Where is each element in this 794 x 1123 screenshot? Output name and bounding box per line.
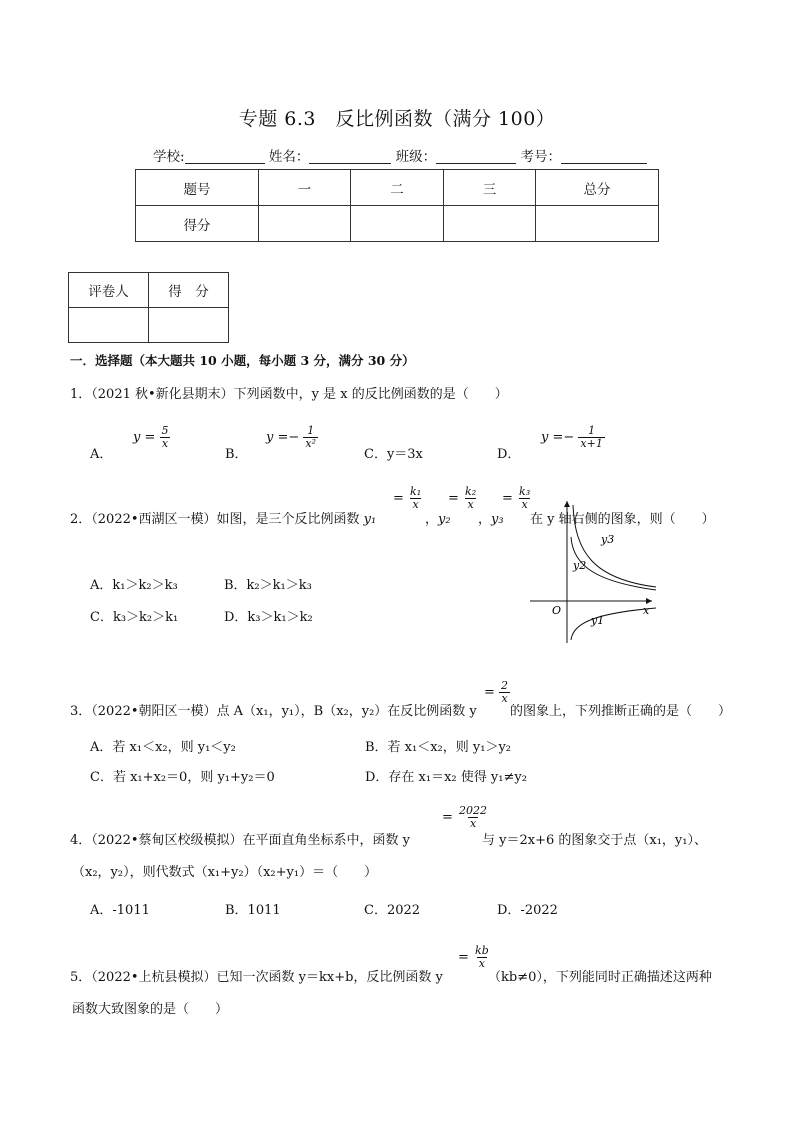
score-cell[interactable] [259,206,351,242]
q4-option-d: D．-2022 [497,903,558,918]
fraction: $\frac{2022}{x}$ [459,804,488,831]
q5-fraction: = $\frac{kb}{x}$ [458,944,489,971]
q2-k1-fraction: = $\frac{\text{k₁}}{x}$ [393,485,422,512]
school-label: 学校: [153,149,185,165]
name-blank [309,149,391,164]
score-cell[interactable] [536,206,659,242]
q2-k2-fraction: = $\frac{\text{k₂}}{x}$ [448,485,477,512]
grader-header-row [69,273,229,308]
q4-option-b: B．1011 [225,903,281,918]
question-4-stem: 4．（2022•蔡甸区校级模拟）在平面直角坐标系中，函数 y [70,833,410,848]
q2-k3-fraction: = $\frac{\text{k₃}}{x}$ [502,485,531,512]
curve-y3 [573,505,656,587]
q2-option-c: C．k₃＞k₂＞k₁ [90,610,179,625]
q2-y3: ，y₃ [478,512,504,527]
grader-score-label: 得 分 [149,273,229,308]
q2-stem-end: 在 y 轴右侧的图象，则（ ） [530,512,715,527]
student-info-line [153,145,647,165]
q1-option-b-label: B． [225,447,248,462]
q5-stem-end: 函数大致图象的是（ ） [72,1002,229,1017]
label-x: x [643,604,650,617]
q1-option-d-expr: y =− $\frac{1}{x+1}$ [541,424,603,451]
grader-label: 评卷人 [69,273,149,308]
q4-stem-end: （x₂，y₂），则代数式（x₁+y₂）（x₂+y₁）＝（ ） [72,865,378,880]
section-heading: 一．选择题（本大题共 10 小题，每小题 3 分，满分 30 分） [70,353,415,368]
question-3-stem: 3．（2022•朝阳区一模）点 A（x₁，y₁），B（x₂，y₂）在反比例函数 y [70,704,477,719]
q4-option-c: C．2022 [364,903,421,918]
label-y1: y1 [591,614,605,627]
q2-option-d: D．k₃＞k₁＞k₂ [224,610,313,625]
q4-option-a: A．-1011 [90,903,150,918]
label-y2: y2 [573,559,587,572]
question-2-stem: 2．（2022•西湖区一模）如图，是三个反比例函数 y₁ [70,512,377,527]
page-title: 专题 6.3 反比例函数（满分 100） [238,108,556,130]
score-row-label: 得分 [136,206,259,242]
q1-option-d-label: D． [497,447,521,462]
fraction: $\frac{\text{k₂}}{x}$ [465,485,477,512]
q3-option-d: D．存在 x₁＝x₂ 使得 y₁≠y₂ [365,770,527,785]
q5-stem-mid: （kb≠0），下列能同时正确描述这两种 [488,970,712,985]
class-label: 班级： [395,149,437,165]
score-table [135,169,659,242]
q3-option-c: C．若 x₁+x₂＝0，则 y₁+y₂＝0 [90,770,275,785]
exam-no-label: 考号： [520,149,561,165]
label-origin: O [552,604,562,617]
score-header-cell: 一 [259,170,351,206]
fraction: $\frac{kb}{x}$ [475,944,489,971]
q3-option-a: A．若 x₁＜x₂，则 y₁＜y₂ [90,740,236,755]
fraction: $\frac{1}{x+1}$ [580,424,603,451]
score-cell[interactable] [444,206,536,242]
score-header-cell: 二 [351,170,444,206]
exam-no-blank [561,149,647,164]
q4-stem-mid: 与 y＝2x+6 的图象交于点（x₁，y₁）、 [482,833,707,848]
q2-y2: ，y₂ [425,512,451,527]
score-header-cell: 三 [444,170,536,206]
score-cell[interactable] [351,206,444,242]
score-header-cell: 总分 [536,170,659,206]
q2-hyperbola-graph [528,497,664,647]
class-blank [436,149,516,164]
grader-cell[interactable] [69,308,149,343]
fraction: $\frac{1}{\text{x²}}$ [305,424,317,451]
grader-table [68,272,229,343]
q1-option-a-label: A． [90,447,113,462]
q4-fraction: = $\frac{2022}{x}$ [442,804,488,831]
school-blank [185,149,265,164]
q1-option-a-expr: y = $\frac{5}{x}$ [133,424,169,451]
grader-row [69,308,229,343]
label-y3: y3 [601,533,615,546]
q3-stem-end: 的图象上，下列推断正确的是（ ） [510,704,732,719]
q1-option-c: C．y＝3x [364,447,423,462]
score-table-header-row [136,170,659,206]
grader-score-cell[interactable] [149,308,229,343]
fraction: $\frac{5}{x}$ [161,424,169,451]
question-5-stem: 5．（2022•上杭县模拟）已知一次函数 y＝kx+b，反比例函数 y [70,970,443,985]
q2-option-a: A．k₁＞k₂＞k₃ [90,578,178,593]
fraction: $\frac{2}{x}$ [501,679,509,706]
fraction: $\frac{\text{k₃}}{x}$ [519,485,531,512]
score-header-cell: 题号 [136,170,259,206]
q2-option-b: B．k₂＞k₁＞k₃ [224,578,312,593]
score-table-row [136,206,659,242]
name-label: 姓名： [268,149,310,165]
fraction: $\frac{\text{k₁}}{x}$ [410,485,422,512]
q3-option-b: B．若 x₁＜x₂，则 y₁＞y₂ [365,740,512,755]
q3-fraction: = $\frac{2}{x}$ [484,679,509,706]
question-1-stem: 1．（2021 秋•新化县期末）下列函数中，y 是 x 的反比例函数的是（ ） [70,387,508,402]
q1-option-b-expr: y =− $\frac{1}{\text{x²}}$ [266,424,317,451]
